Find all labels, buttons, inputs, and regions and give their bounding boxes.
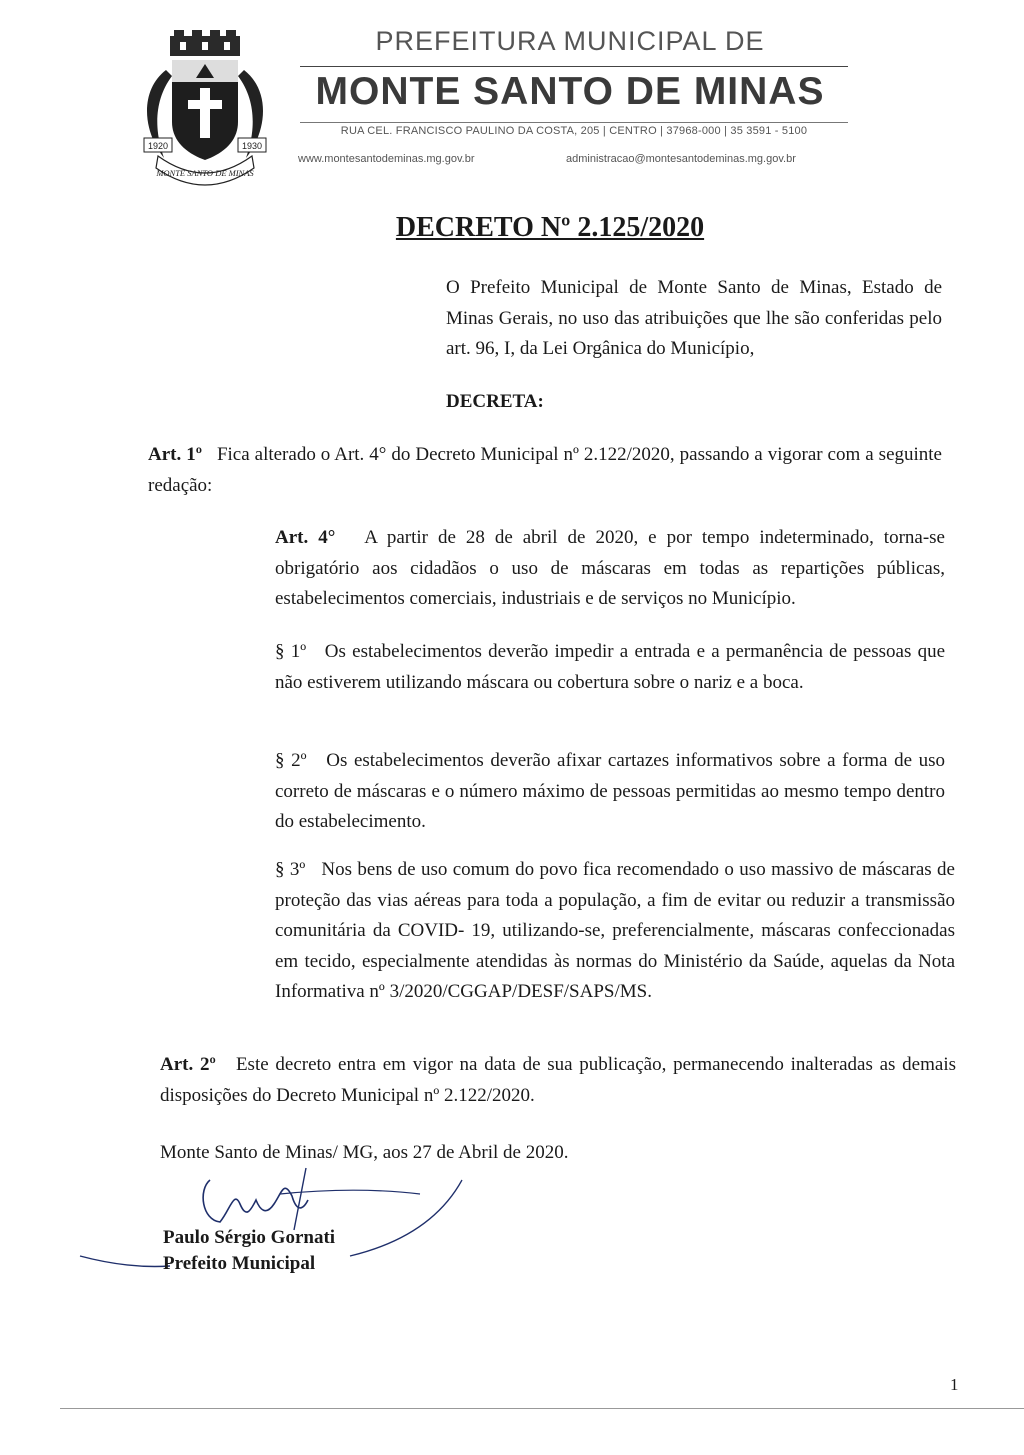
- signer-role: Prefeito Municipal: [163, 1253, 316, 1274]
- paragraph-1-label: § 1º: [275, 641, 307, 662]
- document-title: DECRETO Nº 2.125/2020: [395, 212, 705, 243]
- header-website: www.montesantodeminas.mg.gov.br: [298, 153, 475, 165]
- paragraph-3-label: § 3º: [275, 859, 306, 880]
- place-and-date: Monte Santo de Minas/ MG, aos 27 de Abril de 2020.: [160, 1142, 569, 1163]
- paragraph-2-text: Os estabelecimentos deverão afixar cartazes informativos sobre a forma de uso correto de máscaras e o número máximo de pessoas permitidas ao mesmo tempo dentro do estabelecimento.: [275, 750, 945, 832]
- signer-name: Paulo Sérgio Gornati: [163, 1227, 336, 1248]
- article-1-text: Fica alterado o Art. 4° do Decreto Municipal nº 2.122/2020, passando a vigorar com a seguinte redação:: [148, 444, 942, 496]
- preamble: O Prefeito Municipal de Monte Santo de Minas, Estado de Minas Gerais, no uso das atribuições que lhe são conferidas pelo art. 96, I, da Lei Orgânica do Município,: [446, 277, 942, 359]
- paragraph-2: [275, 746, 945, 838]
- paragraph-2-label: § 2º: [275, 750, 307, 771]
- article-4: [275, 523, 945, 615]
- crest-year-right: 1930: [241, 141, 263, 151]
- article-1: [148, 440, 942, 501]
- crest-ribbon-text: MONTE SANTO DE MINAS: [156, 168, 254, 178]
- header-city-name: MONTE SANTO DE MINAS: [315, 70, 825, 113]
- paragraph-1: [275, 637, 945, 698]
- header-line1: PREFEITURA MUNICIPAL DE: [375, 26, 765, 56]
- article-2-text: Este decreto entra em vigor na data de sua publicação, permanecendo inalteradas as demais disposições do Decreto Municipal nº 2.122/2020.: [160, 1054, 956, 1106]
- article-2-label: Art. 2º: [160, 1054, 216, 1075]
- crest-year-left: 1920: [147, 141, 169, 151]
- paragraph-1-text: Os estabelecimentos deverão impedir a entrada e a permanência de pessoas que não estiverem utilizando máscara ou cobertura sobre o nariz e a boca.: [275, 641, 946, 693]
- article-2: [160, 1050, 956, 1111]
- page-number: 1: [950, 1375, 959, 1394]
- paragraph-3-text: Nos bens de uso comum do povo fica recomendado o uso massivo de máscaras de proteção das vias aéreas para toda a população, a fim de evitar ou reduzir a transmissão comunitária da COVID- 19, utilizando-se, preferencialmente, máscaras confeccionadas em tecido, especialmente atendidas às normas do Ministério da Saúde, aquelas da Nota Informativa nº 3/2020/CGGAP/DESF/SAPS/MS.: [275, 859, 955, 1002]
- article-4-label: Art. 4°: [275, 527, 336, 548]
- header-divider: [300, 122, 848, 123]
- municipal-crest: [136, 30, 274, 190]
- article-1-label: Art. 1º: [148, 444, 202, 465]
- header-address: RUA CEL. FRANCISCO PAULINO DA COSTA, 205 | CENTRO | 37968-000 | 35 3591 - 5100: [340, 125, 808, 137]
- page-bottom-edge: [60, 1408, 1024, 1409]
- article-4-text: A partir de 28 de abril de 2020, e por tempo indeterminado, torna-se obrigatório aos cidadãos o uso de máscaras em todas as repartições públicas, estabelecimentos comerciais, industriais e de serviços no Município.: [275, 527, 945, 609]
- header-email: administracao@montesantodeminas.mg.gov.br: [566, 153, 796, 165]
- decreta-heading: DECRETA:: [446, 391, 544, 412]
- paragraph-3: [275, 855, 955, 1008]
- header-divider: [300, 66, 848, 67]
